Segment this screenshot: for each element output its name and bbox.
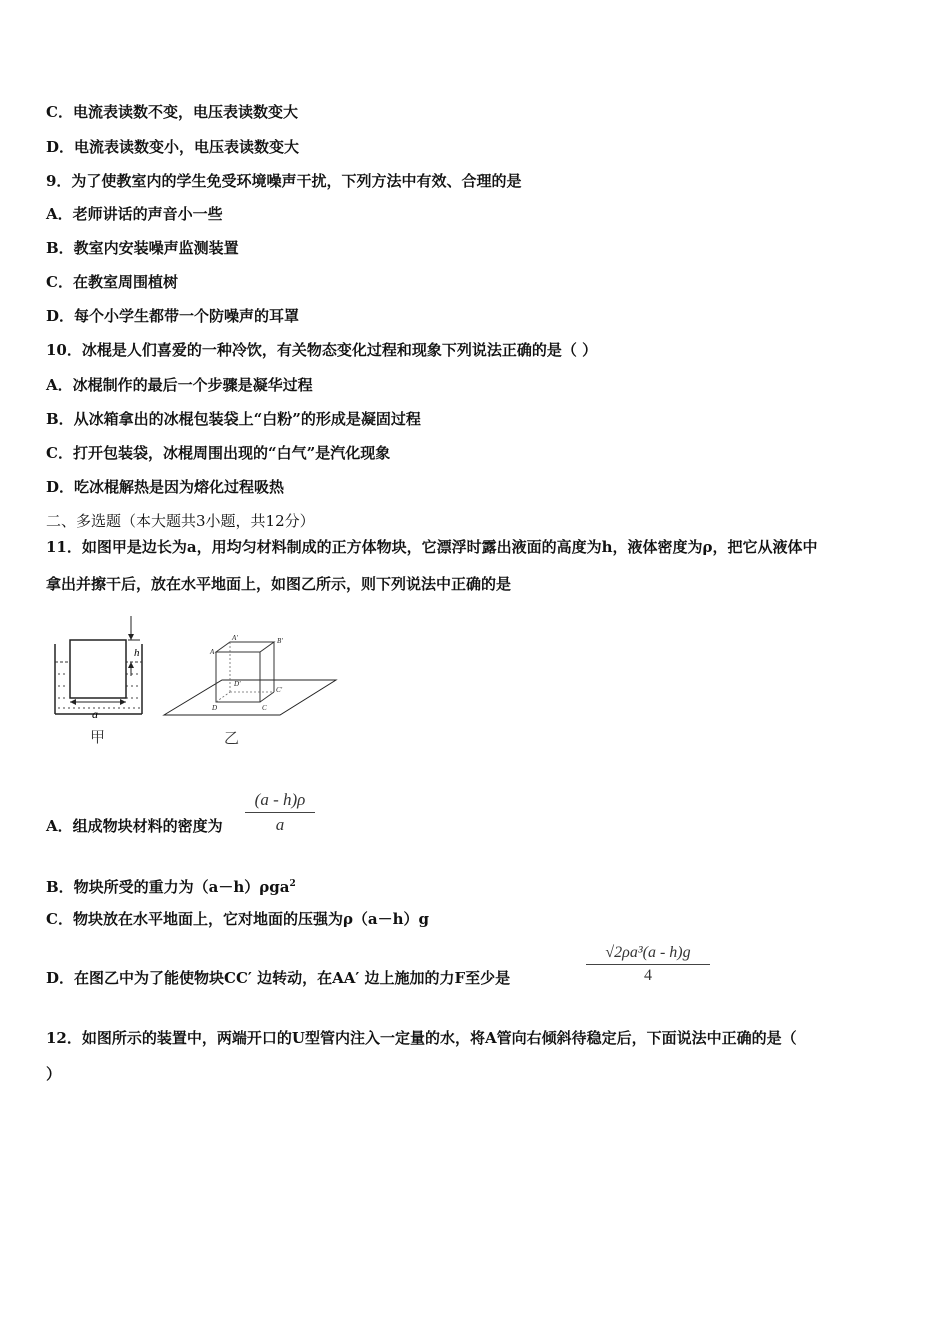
q11-option-d: D．在图乙中为了能使物块CC′ 边转动，在AA′ 边上施加的力F至少是 <box>46 969 511 987</box>
q11-option-d-fraction <box>586 944 710 985</box>
q9-option-a: A．老师讲话的声音小一些 <box>46 205 223 223</box>
q8-option-d: D．电流表读数变小，电压表读数变大 <box>46 138 300 156</box>
q11-option-b-text: B．物块所受的重力为（a－h）ρga <box>46 878 290 896</box>
fraction-denominator: a <box>275 815 285 834</box>
label-h: h <box>134 647 140 659</box>
q9-option-d: D．每个小学生都带一个防噪声的耳罩 <box>46 307 300 325</box>
caption-jia: 甲 <box>90 728 106 744</box>
q11-option-b-exponent: 2 <box>289 879 296 889</box>
label-b-prime: B' <box>277 637 283 645</box>
label-d-prime: D' <box>234 680 241 688</box>
q8-option-c: C．电流表读数不变，电压表读数变大 <box>46 103 298 121</box>
q12-stem-line2: ） <box>46 1065 62 1083</box>
label-a-prime: A' <box>232 634 238 642</box>
label-c-prime: C' <box>276 686 283 694</box>
figure-yi <box>162 630 342 745</box>
figure-jia <box>50 614 160 744</box>
fraction-numerator: √2ρa³(a - h)g <box>605 944 691 961</box>
q11-option-a: A．组成物块材料的密度为 <box>46 817 223 835</box>
q9-option-c: C．在教室周围植树 <box>46 273 178 291</box>
q10-option-b: B．从冰箱拿出的冰棍包装袋上“白粉”的形成是凝固过程 <box>46 410 421 428</box>
q11-option-b <box>46 874 296 897</box>
label-a-vertex: A <box>210 648 215 656</box>
q10-option-a: A．冰棍制作的最后一个步骤是凝华过程 <box>46 376 313 394</box>
fraction-denominator: 4 <box>644 967 652 984</box>
q11-stem-line1: 11．如图甲是边长为a，用均匀材料制成的正方体物块，它漂浮时露出液面的高度为h，液体密度为ρ，把它从液体中 <box>46 538 818 556</box>
section-heading: 二、多选题（本大题共3小题，共12分） <box>46 512 315 530</box>
label-a: a <box>92 707 98 721</box>
q11-stem-line2: 拿出并擦干后，放在水平地面上，如图乙所示，则下列说法中正确的是 <box>46 575 512 593</box>
fraction-numerator: (a - h)ρ <box>254 790 306 809</box>
q11-option-c: C．物块放在水平地面上，它对地面的压强为ρ（a－h）g <box>46 910 430 928</box>
q10-option-d: D．吃冰棍解热是因为熔化过程吸热 <box>46 478 285 496</box>
q11-option-a-fraction <box>245 790 315 835</box>
q9-option-b: B．教室内安装噪声监测装置 <box>46 239 239 257</box>
q9-stem: 9．为了使教室内的学生免受环境噪声干扰，下列方法中有效、合理的是 <box>46 172 522 190</box>
q12-stem-line1: 12．如图所示的装置中，两端开口的U型管内注入一定量的水，将A管向右倾斜待稳定后，下面说法中正确的是（ <box>46 1029 797 1047</box>
q10-option-c: C．打开包装袋，冰棍周围出现的“白气”是汽化现象 <box>46 444 391 462</box>
label-d-vertex: D <box>212 704 218 712</box>
q10-stem: 10．冰棍是人们喜爱的一种冷饮，有关物态变化过程和现象下列说法正确的是（ ） <box>46 341 598 359</box>
label-c-vertex: C <box>262 704 267 712</box>
caption-yi: 乙 <box>224 729 240 745</box>
